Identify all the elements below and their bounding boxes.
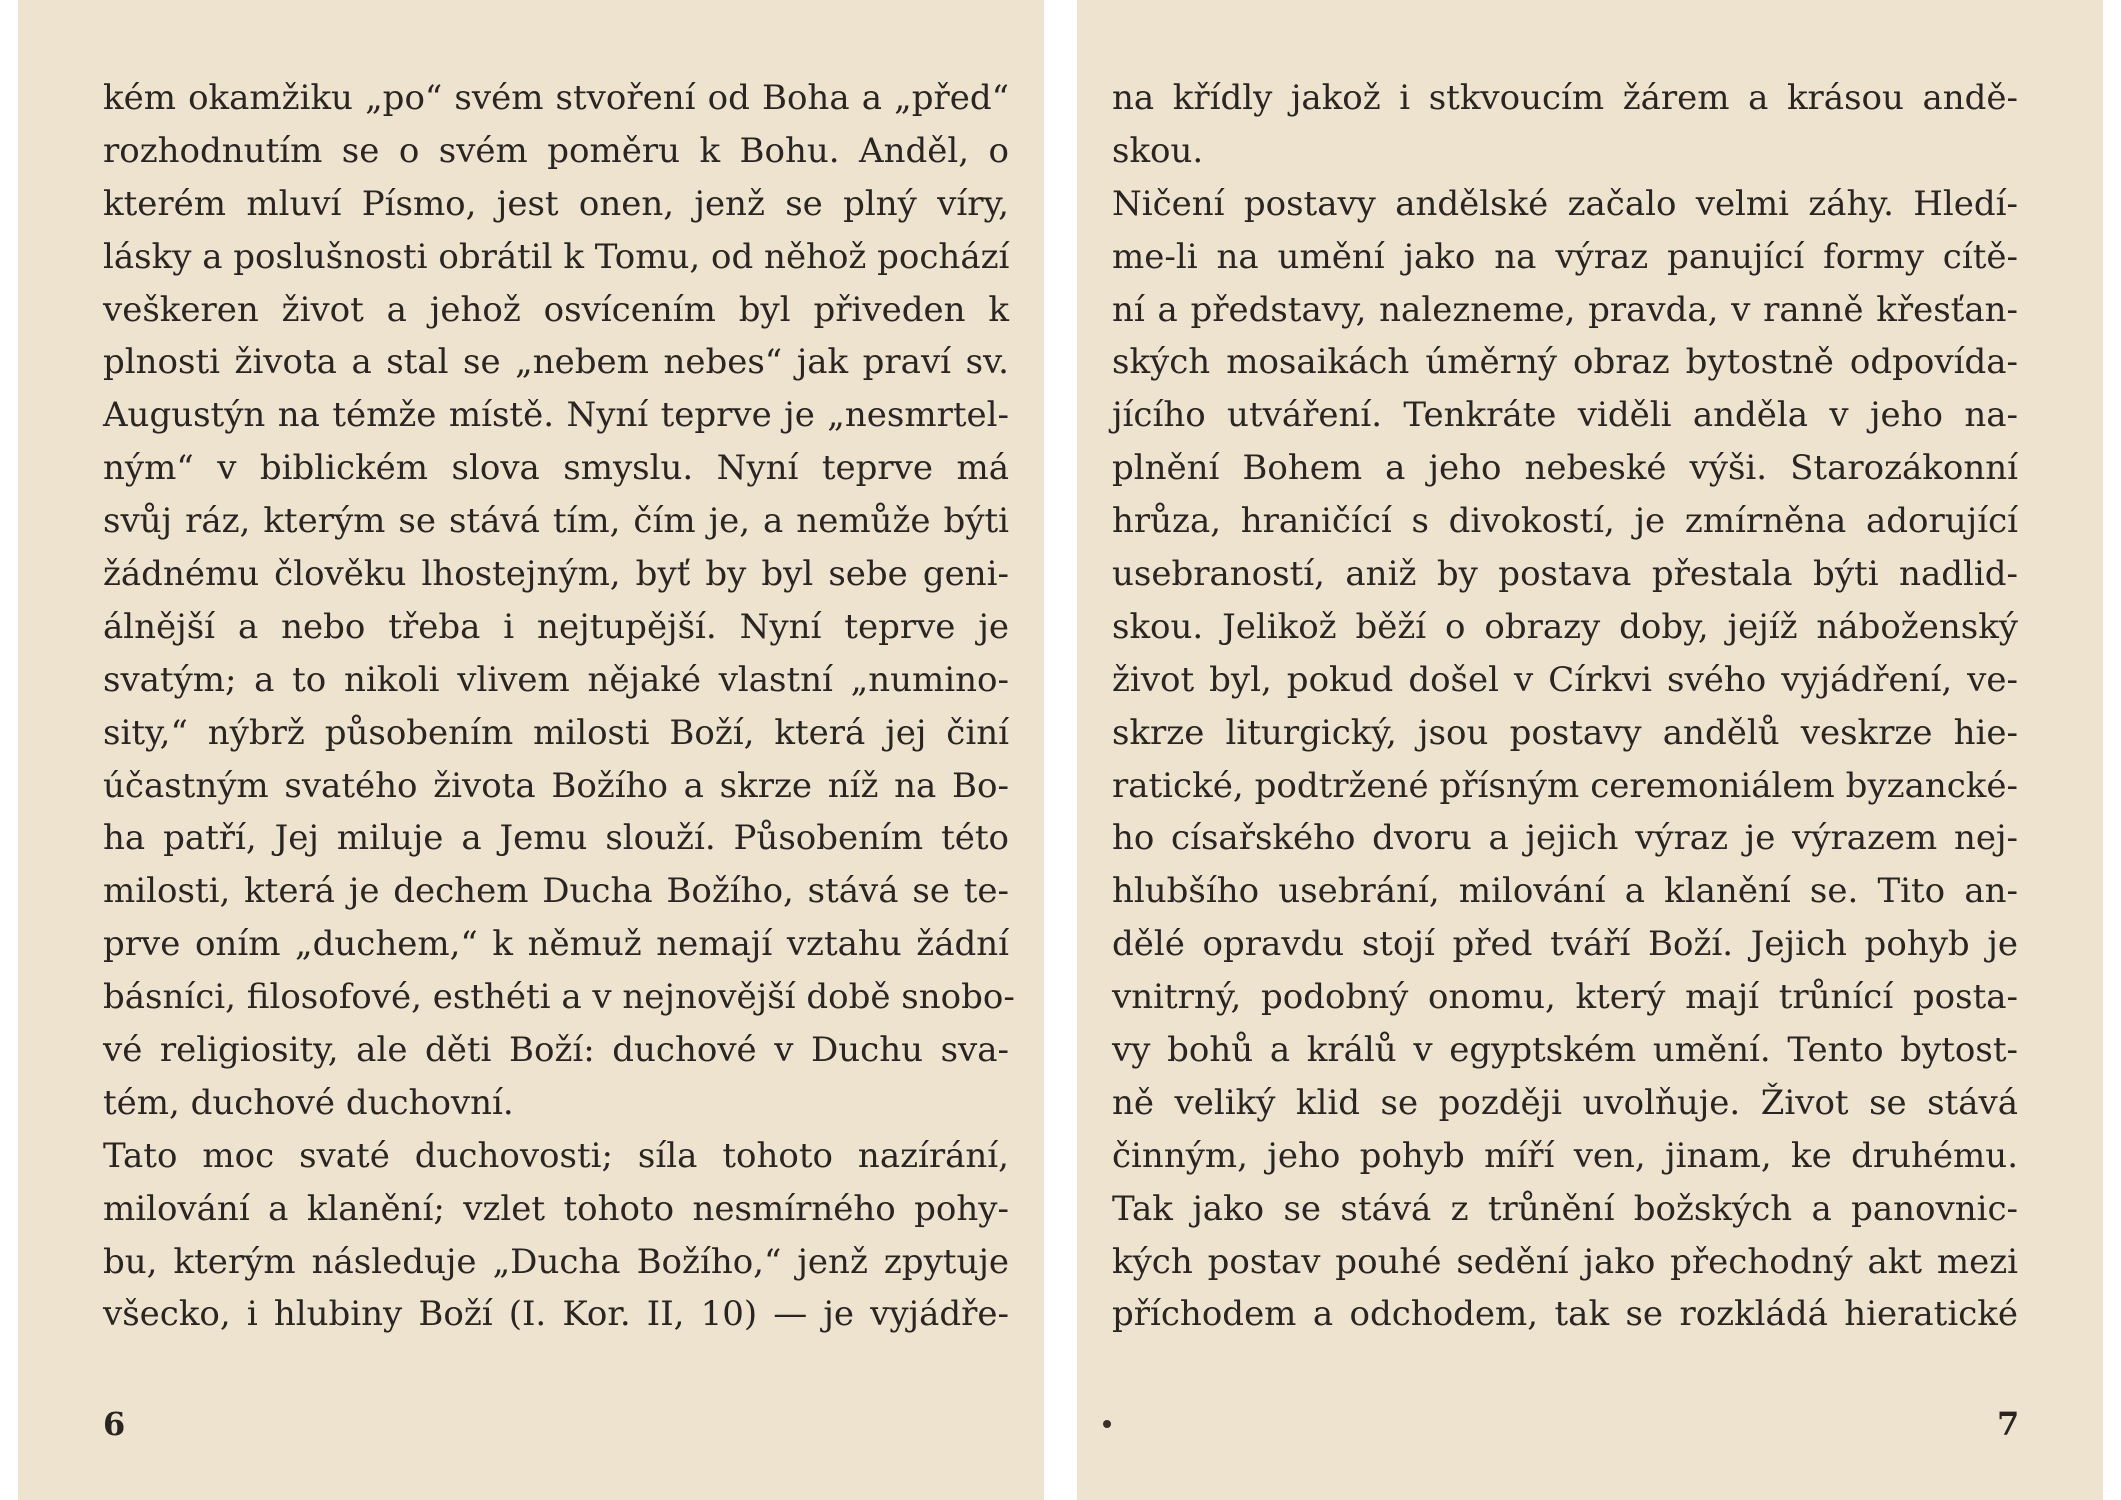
text-line: Tak jako se stává z trůnění božských a panovnic- <box>1112 1188 2018 1229</box>
left-page-text <box>103 72 1015 1341</box>
text-line: Ničení postavy andělské začalo velmi záhy. Hledí- <box>1112 183 2018 224</box>
dot-mark-icon <box>1103 1420 1111 1428</box>
text-line: rozhodnutím se o svém poměru k Bohu. Anděl, o <box>103 130 1009 171</box>
text-line: skou. Jelikož běží o obrazy doby, jejíž náboženský <box>1112 606 2018 647</box>
text-line: sity,“ nýbrž působením milosti Boží, která jej činí <box>103 712 1009 753</box>
text-line: vnitrný, podobný onomu, který mají trůnící posta- <box>1112 977 2018 1018</box>
left-page <box>18 0 1044 1500</box>
text-line: jícího utváření. Tenkráte viděli anděla v jeho na- <box>1112 395 2018 436</box>
text-line: ní a představy, nalezneme, pravda, v ranně křesťan- <box>1112 289 2018 330</box>
text-line: ně veliký klid se později uvolňuje. Život se stává <box>1112 1082 2018 1123</box>
text-line: ho císařského dvoru a jejich výraz je výrazem nej- <box>1112 818 2018 859</box>
text-line: skou. <box>1112 130 1204 171</box>
text-line: žádnému člověku lhostejným, byť by byl sebe geni- <box>103 554 1009 595</box>
text-line: dělé opravdu stojí před tváří Boží. Jejich pohyb je <box>1112 924 2018 965</box>
text-line: vé religiosity, ale děti Boží: duchové v Duchu sva- <box>103 1030 1009 1071</box>
text-line: činným, jeho pohyb míří ven, jinam, ke druhému. <box>1112 1135 2018 1176</box>
text-line: plnění Bohem a jeho nebeské výši. Starozákonní <box>1112 448 2018 489</box>
text-line: básníci, filosofové, esthéti a v nejnovější době snobo- <box>103 977 1015 1018</box>
right-page <box>1077 0 2103 1500</box>
text-line: ným“ v biblickém slova smyslu. Nyní teprve má <box>103 448 1009 489</box>
text-line: účastným svatého života Božího a skrze níž na Bo- <box>103 765 1009 806</box>
text-line: vy bohů a králů v egyptském umění. Tento bytost- <box>1112 1030 2018 1071</box>
left-page-number: 6 <box>103 1405 126 1443</box>
text-line: svůj ráz, kterým se stává tím, čím je, a nemůže býti <box>103 501 1009 542</box>
text-line: lásky a poslušnosti obrátil k Tomu, od něhož pochází <box>103 236 1010 277</box>
text-line: všecko, i hlubiny Boží (I. Kor. II, 10) — je vyjádře- <box>103 1294 1009 1335</box>
text-line: Tato moc svaté duchovosti; síla tohoto nazírání, <box>103 1135 1009 1176</box>
text-line: ských mosaikách úměrný obraz bytostně odpovída- <box>1112 342 2018 383</box>
text-line: kých postav pouhé sedění jako přechodný akt mezi <box>1112 1241 2018 1282</box>
text-line: hlubšího usebrání, milování a klanění se. Tito an- <box>1112 871 2018 912</box>
right-page-number: 7 <box>1997 1405 2020 1443</box>
text-line: usebraností, aniž by postava přestala býti nadlid- <box>1112 554 2018 595</box>
text-line: ratické, podtržené přísným ceremoniálem byzancké- <box>1112 765 2018 806</box>
text-line: na křídly jakož i stkvoucím žárem a krásou andě- <box>1112 78 2018 118</box>
text-line: tém, duchové duchovní. <box>103 1082 514 1123</box>
text-line: plnosti života a stal se „nebem nebes“ jak praví sv. <box>103 342 1009 383</box>
text-line: skrze liturgický, jsou postavy andělů veskrze hie- <box>1112 712 2018 753</box>
text-line: svatým; a to nikoli vlivem nějaké vlastní „numino- <box>103 659 1009 700</box>
text-line: kterém mluví Písmo, jest onen, jenž se plný víry, <box>103 183 1009 224</box>
text-line: milosti, která je dechem Ducha Božího, stává se te- <box>103 871 1009 912</box>
text-line: ha patří, Jej miluje a Jemu slouží. Působením této <box>103 818 1009 859</box>
text-line: život byl, pokud došel v Církvi svého vyjádření, ve- <box>1112 659 2018 700</box>
text-line: Augustýn na témže místě. Nyní teprve je „nesmrtel- <box>103 395 1009 436</box>
text-line: bu, kterým následuje „Ducha Božího,“ jenž zpytuje <box>103 1241 1009 1282</box>
text-line: veškeren život a jehož osvícením byl přiveden k <box>103 289 1009 330</box>
text-line: milování a klanění; vzlet tohoto nesmírného pohy- <box>103 1188 1009 1229</box>
right-page-text <box>1112 72 2018 1341</box>
text-line: kém okamžiku „po“ svém stvoření od Boha a „před“ <box>103 78 1009 118</box>
text-line: me-li na umění jako na výraz panující formy cítě- <box>1112 236 2018 277</box>
text-line: prve oním „duchem,“ k němuž nemají vztahu žádní <box>103 924 1009 965</box>
text-line: příchodem a odchodem, tak se rozkládá hieratické <box>1112 1294 2018 1335</box>
text-line: álnější a nebo třeba i nejtupější. Nyní teprve je <box>103 606 1009 647</box>
text-line: hrůza, hraničící s divokostí, je zmírněna adorující <box>1112 501 2018 542</box>
book-gutter <box>1044 0 1077 1500</box>
